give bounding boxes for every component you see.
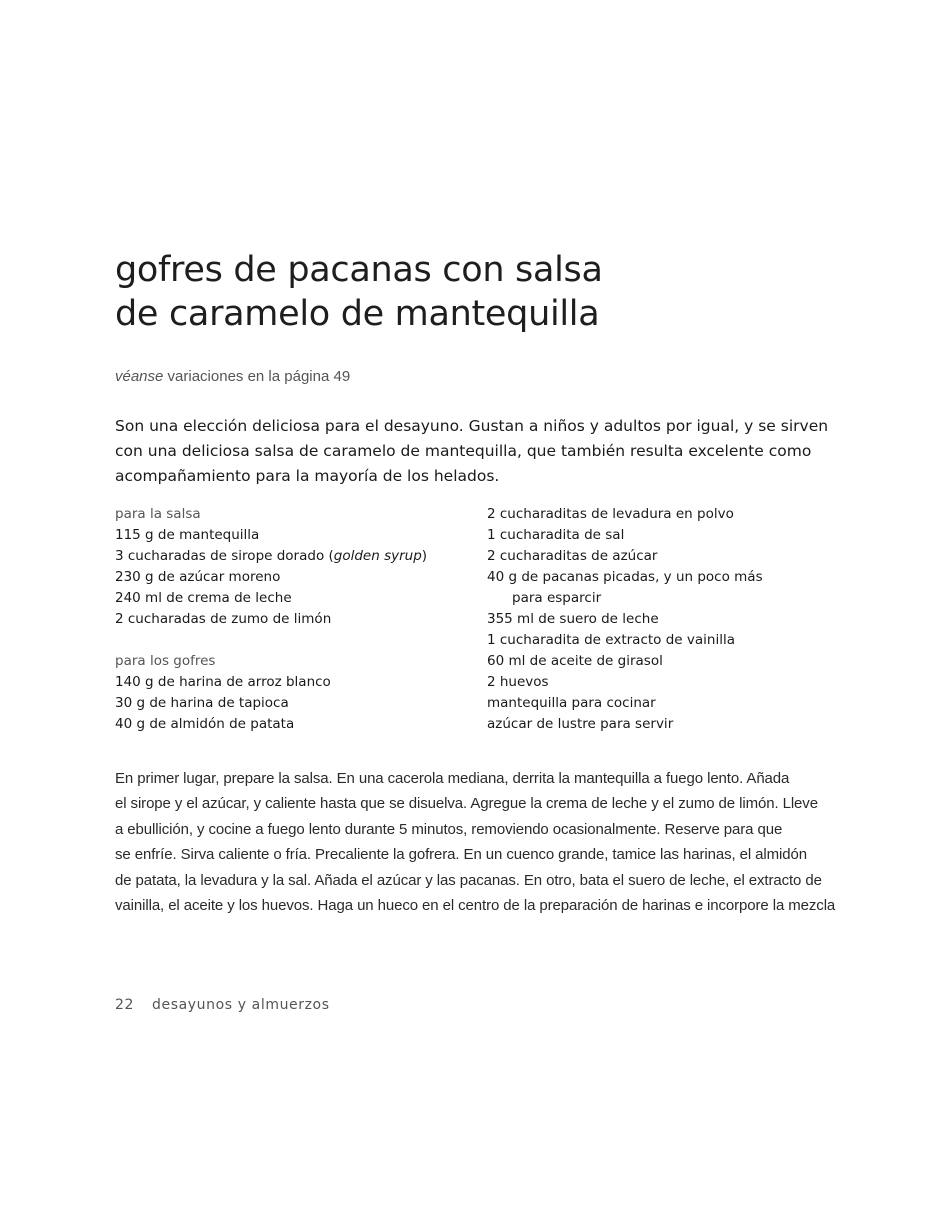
section-name: desayunos y almuerzos [152, 997, 330, 1013]
ingredient-text: 3 cucharadas de sirope dorado ( [115, 548, 334, 564]
ingredient-italic: golden syrup [333, 548, 422, 564]
spacer [115, 630, 475, 651]
ingredient-item: 60 ml de aceite de girasol [487, 653, 663, 669]
ingredients-right-column [487, 504, 847, 735]
ingredient-item: 40 g de almidón de patata [115, 716, 295, 732]
ingredient-item: 2 cucharadas de zumo de limón [115, 611, 332, 627]
title-line-2: de caramelo de mantequilla [115, 294, 600, 334]
ingredient-item: 115 g de mantequilla [115, 527, 260, 543]
ingredient-item: 30 g de harina de tapioca [115, 695, 289, 711]
ingredient-item: 240 ml de crema de leche [115, 590, 292, 606]
salsa-heading: para la salsa [115, 506, 201, 522]
ingredients-left-column [115, 504, 475, 735]
gofres-heading: para los gofres [115, 653, 216, 669]
intro-line: con una deliciosa salsa de caramelo de mantequilla, que también resulta excelente como [115, 442, 812, 460]
ingredient-item: 2 huevos [487, 674, 549, 690]
method-line: el sirope y el azúcar, y caliente hasta que se disuelva. Agregue la crema de leche y el zumo de limón. Lleve [115, 795, 818, 813]
ingredient-item: 140 g de harina de arroz blanco [115, 674, 331, 690]
page-number: 22 [115, 997, 135, 1013]
page-footer [115, 995, 330, 1015]
ingredient-item: 355 ml de suero de leche [487, 611, 659, 627]
ingredient-item [115, 546, 475, 567]
ingredient-item: 230 g de azúcar moreno [115, 569, 281, 585]
variations-text: variaciones en la página 49 [163, 368, 351, 385]
title-line-1: gofres de pacanas con salsa [115, 250, 603, 290]
intro-line: Son una elección deliciosa para el desayuno. Gustan a niños y adultos por igual, y se sirven [115, 417, 829, 435]
ingredient-item: 2 cucharaditas de levadura en polvo [487, 506, 734, 522]
variations-note [115, 367, 350, 387]
ingredient-item: 40 g de pacanas picadas, y un poco más [487, 569, 763, 585]
ingredient-item: mantequilla para cocinar [487, 695, 656, 711]
method-line: En primer lugar, prepare la salsa. En una cacerola mediana, derrita la mantequilla a fuego lento. Añada [115, 770, 790, 787]
ingredient-close: ) [421, 548, 428, 564]
method-paragraph [115, 766, 835, 918]
method-line: a ebullición, y cocine a fuego lento durante 5 minutos, removiendo ocasionalmente. Reserve para que [115, 820, 783, 838]
method-line: vainilla, el aceite y los huevos. Haga un hueco en el centro de la preparación de harinas e incorpore la mezcla [115, 897, 836, 915]
variations-italic: véanse [115, 368, 164, 385]
intro-line: acompañamiento para la mayoría de los helados. [115, 467, 500, 485]
recipe-title [115, 248, 875, 336]
ingredient-item: 1 cucharadita de extracto de vainilla [487, 632, 735, 648]
method-line: se enfríe. Sirva caliente o fría. Precaliente la gofrera. En un cuenco grande, tamice las harinas, el almidón [115, 846, 807, 864]
ingredient-item: azúcar de lustre para servir [487, 716, 674, 732]
intro-paragraph [115, 414, 835, 489]
ingredient-item: 2 cucharaditas de azúcar [487, 548, 658, 564]
ingredient-item: 1 cucharadita de sal [487, 527, 625, 543]
ingredient-item-continuation: para esparcir [512, 590, 602, 606]
method-line: de patata, la levadura y la sal. Añada el azúcar y las pacanas. En otro, bata el suero de leche, el extracto de [115, 871, 822, 889]
